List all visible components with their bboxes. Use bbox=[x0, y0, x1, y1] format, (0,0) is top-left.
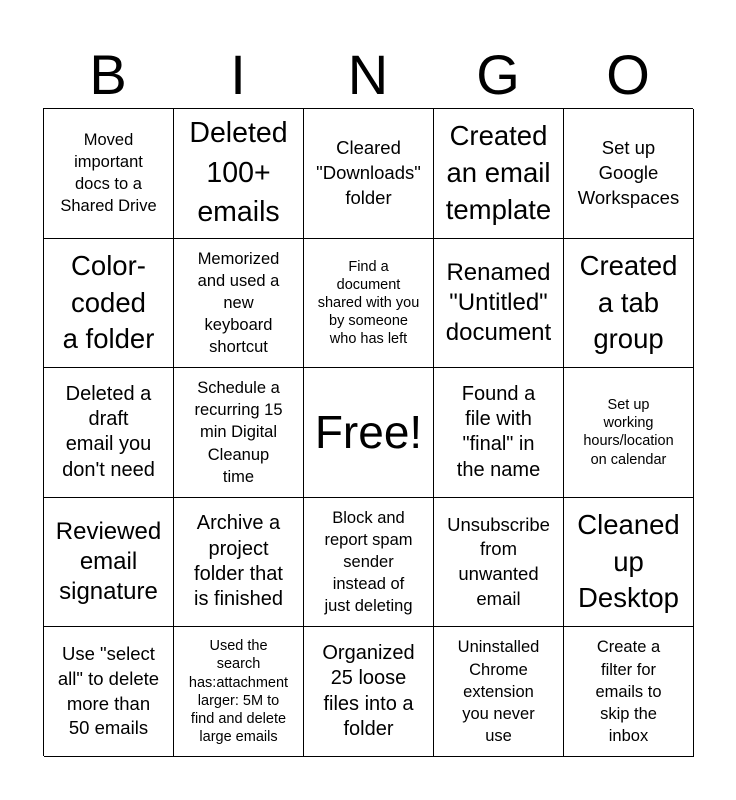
header-letter-g: G bbox=[476, 43, 520, 106]
bingo-cell[interactable] bbox=[434, 498, 564, 628]
cell-text: Cleared "Downloads" folder bbox=[316, 137, 421, 208]
cell-text: Organized 25 loose files into a folder bbox=[322, 641, 415, 741]
cell-text: Created an email template bbox=[445, 120, 552, 225]
bingo-cell[interactable] bbox=[434, 109, 564, 239]
cell-text: Created a tab group bbox=[579, 250, 678, 355]
bingo-cell[interactable] bbox=[174, 239, 304, 369]
free-space-text: Free! bbox=[314, 406, 423, 459]
bingo-cell[interactable] bbox=[174, 368, 304, 498]
cell-text: Cleaned up Desktop bbox=[577, 509, 680, 614]
cell-text: Set up working hours/location on calendar bbox=[583, 397, 674, 468]
cell-text: Block and report spam sender instead of just deleting bbox=[324, 508, 413, 616]
header-letter-b: B bbox=[89, 43, 127, 106]
cell-text: Deleted a draft email you don't need bbox=[62, 382, 155, 481]
free-space-cell[interactable] bbox=[304, 368, 434, 498]
bingo-cell[interactable] bbox=[174, 627, 304, 757]
cell-text: Unsubscribe from unwanted email bbox=[447, 513, 550, 609]
bingo-cell[interactable] bbox=[304, 239, 434, 369]
bingo-cell[interactable] bbox=[304, 109, 434, 239]
header-letter-n: N bbox=[347, 43, 389, 106]
cell-text: Find a document shared with you by someone who has left bbox=[317, 258, 420, 348]
cell-text: Found a file with "final" in the name bbox=[456, 382, 541, 481]
bingo-cell[interactable] bbox=[434, 368, 564, 498]
bingo-cell[interactable] bbox=[434, 239, 564, 369]
bingo-cell[interactable] bbox=[174, 109, 304, 239]
bingo-cell[interactable] bbox=[44, 368, 174, 498]
bingo-cell[interactable] bbox=[44, 627, 174, 757]
cell-text: Uninstalled Chrome extension you never use bbox=[457, 638, 540, 745]
bingo-cell[interactable] bbox=[564, 239, 694, 369]
bingo-cell[interactable] bbox=[304, 627, 434, 757]
cell-text: Schedule a recurring 15 min Digital Cleanup time bbox=[194, 379, 283, 486]
cell-text: Moved important docs to a Shared Drive bbox=[60, 131, 157, 216]
bingo-board bbox=[43, 108, 693, 756]
cell-text: Used the search has:attachment larger: 5M to find and delete large emails bbox=[188, 638, 289, 745]
bingo-cell[interactable] bbox=[174, 498, 304, 628]
header-letter-i: I bbox=[230, 43, 246, 106]
bingo-cell[interactable] bbox=[564, 627, 694, 757]
cell-text: Renamed "Untitled" document bbox=[445, 259, 552, 346]
cell-text: Deleted 100+ emails bbox=[189, 117, 288, 228]
cell-text: Archive a project folder that is finished bbox=[194, 512, 283, 611]
cell-text: Use "select all" to delete more than 50 emails bbox=[57, 643, 160, 739]
header-letter-o: O bbox=[606, 43, 650, 106]
bingo-cell[interactable] bbox=[564, 498, 694, 628]
bingo-cell[interactable] bbox=[44, 239, 174, 369]
cell-text: Memorized and used a new keyboard shortcut bbox=[197, 249, 280, 357]
bingo-cell[interactable] bbox=[44, 109, 174, 239]
bingo-cell[interactable] bbox=[564, 109, 694, 239]
cell-text: Color- coded a folder bbox=[62, 250, 155, 355]
cell-text: Reviewed email signature bbox=[55, 518, 162, 605]
bingo-cell[interactable] bbox=[564, 368, 694, 498]
bingo-cell[interactable] bbox=[44, 498, 174, 628]
cell-text: Set up Google Workspaces bbox=[577, 137, 680, 208]
bingo-cell[interactable] bbox=[304, 498, 434, 628]
bingo-cell[interactable] bbox=[434, 627, 564, 757]
bingo-header bbox=[43, 40, 693, 110]
cell-text: Create a filter for emails to skip the inbox bbox=[595, 638, 662, 745]
